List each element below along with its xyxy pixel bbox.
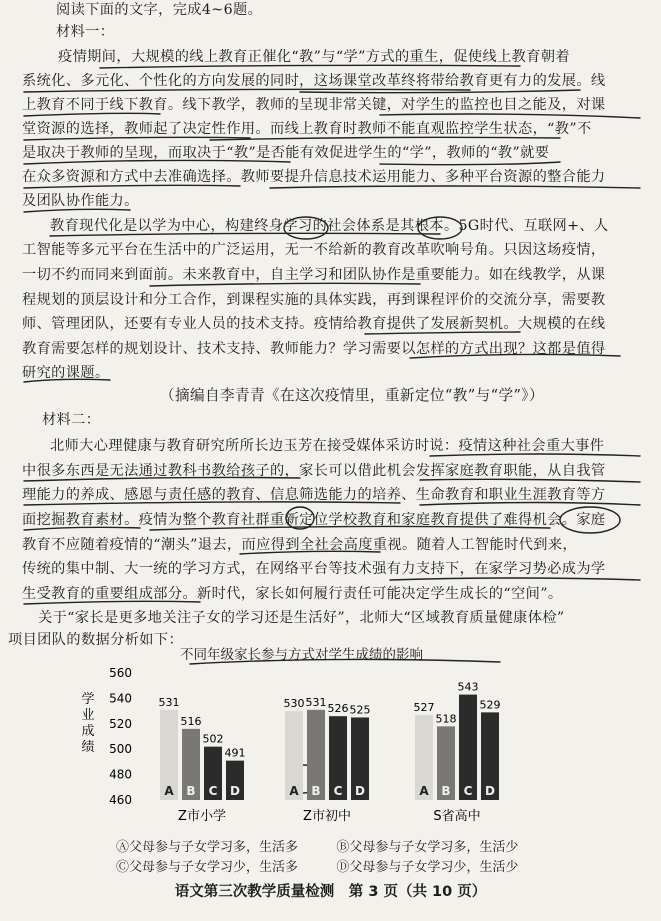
bar-letter-label: C: [208, 784, 218, 798]
bar-letter-label: B: [441, 784, 451, 798]
paragraph-line: 教育现代化是以学为中心，构建终身学习的社会体系是其根本。5G时代、互联网+、人: [50, 218, 609, 234]
paragraph-line: 是取决于教师的呈现，而取决于“教”是否能有效促进学生的“学”，教师的“教”就要: [22, 145, 550, 161]
material2-heading: 材料二：: [42, 412, 101, 428]
legend-label-d: 父母参与子女学习少，生活少: [349, 860, 519, 875]
paragraph-line: 程规划的顶层设计和分工合作，到课程实施的具体实践，再到课程评价的交流分享，需要教: [22, 292, 606, 308]
paragraph-line: 传统的集中制、大一统的学习方式，在网络平台等技术强有力支持下，在家学习势必成为学: [22, 561, 606, 577]
y-axis-label-char: 绩: [81, 740, 95, 755]
paragraph-line: 堂资源的选择，教师起了决定性作用。而线上教育时教师不能直观监控学生状态，“教”不: [22, 121, 592, 137]
bar-letter-label: A: [419, 784, 429, 798]
paragraph-line: 北师大心理健康与教育研究所所长边玉芳在接受媒体采访时说：疫情这种社会重大事件: [50, 438, 605, 454]
bar-letter-label: B: [311, 784, 321, 798]
material1-source: （摘编自李青青《在这次疫情里，重新定位“教”与“学”》）: [160, 387, 544, 404]
legend-row-1: [116, 836, 518, 855]
bar-letter-label: D: [355, 784, 365, 798]
paragraph-line: 中很多东西是无法通过教科书教给孩子的，家长可以借此机会发挥家庭教育职能，从自我管: [22, 463, 606, 479]
y-tick-label: 500: [109, 742, 132, 757]
y-axis-label-char: 业: [81, 708, 95, 723]
paragraph-line: 上教育不同于线下教育。线下教学，教师的呈现非常关键，对学生的监控也目之能及，对课: [22, 97, 606, 113]
paragraph-line: 系统化、多元化、个性化的方向发展的同时，这场课堂改革终将带给教育更有力的发展。线: [22, 73, 606, 89]
paragraph-line: 在众多资源和方式中去准确选择。教师要提升信息技术运用能力、多种平台资源的整合能力: [22, 169, 606, 185]
legend-marker-c: Ⓒ: [116, 860, 130, 875]
bar-value-label: 531: [158, 695, 180, 709]
y-tick-label: 520: [109, 716, 132, 731]
bar-value-label: 491: [224, 746, 246, 760]
y-axis-label-char: 学: [81, 692, 95, 707]
bar-value-label: 525: [349, 703, 371, 717]
y-tick-label: 560: [109, 666, 132, 680]
paragraph-line: 一切不约而同来到面前。未来教育中，自主学习和团队协作是重要能力。如在线教学，从课: [22, 267, 606, 283]
bar-letter-label: A: [289, 784, 299, 798]
paragraph-line: 疫情期间，大规模的线上教育正催化“教”与“学”方式的重生，促使线上教育朝着: [58, 49, 571, 65]
legend-marker-a: Ⓐ: [116, 840, 130, 855]
category-label: Z市小学: [178, 809, 226, 824]
paragraph-line: 理能力的养成、感恩与责任感的教育、信息筛选能力的培养、生命教育和职业生涯教育等方: [22, 487, 606, 503]
paragraph-line: 师、管理团队，还要有专业人员的技术支持。疫情给教育提供了发展新契机。大规模的在线: [22, 316, 606, 332]
paragraph-line: 面挖掘教育素材。疫情为整个教育社群重新定位学校教育和家庭教育提供了难得机会。家庭: [22, 512, 606, 528]
y-tick-label: 460: [109, 793, 132, 807]
paragraph-line: 教育不应随着疫情的“潮头”退去，而应得到全社会高度重视。随着人工智能时代到来，: [22, 537, 578, 553]
bar-value-label: 526: [327, 702, 349, 716]
y-tick-label: 480: [109, 767, 132, 782]
intro-text: 阅读下面的文字，完成4~6题。: [56, 2, 263, 18]
bar-value-label: 518: [435, 712, 457, 726]
bar-letter-label: D: [230, 784, 240, 798]
legend-marker-b: Ⓑ: [336, 840, 350, 855]
paragraph-line: 工智能等多元平台在生活中的广泛运用，无一不给新的教育改革吹响号角。只因这场疫情，: [22, 242, 606, 258]
paragraph-line: 研究的课题。: [22, 365, 110, 381]
paragraph-line: 及团队协作能力。: [22, 193, 139, 209]
category-label: Z市初中: [303, 809, 351, 824]
paragraph-line: 教育需要怎样的规划设计、技术支持、教师能力？学习需要以怎样的方式出现？这都是值得: [22, 341, 606, 357]
paragraph-line: 生受教育的重要组成部分。新时代，家长如何履行责任可能决定学生成长的“空间”。: [22, 586, 563, 602]
bar-letter-label: B: [186, 784, 196, 798]
bar-value-label: 531: [305, 695, 327, 709]
legend-marker-d: Ⓓ: [336, 860, 350, 875]
bar-value-label: 502: [202, 732, 224, 746]
bar-value-label: 516: [180, 714, 202, 728]
paragraph-line: 项目团队的数据分析如下：: [8, 632, 184, 648]
bar-value-label: 529: [479, 698, 501, 712]
legend-label-a: 父母参与子女学习多，生活多: [129, 840, 299, 855]
bar-letter-label: C: [333, 784, 343, 798]
chart-title: 不同年级家长参与方式对学生成绩的影响: [180, 647, 423, 663]
bar-letter-label: A: [164, 784, 174, 798]
y-tick-label: 540: [109, 691, 132, 706]
material1-heading: 材料一：: [56, 24, 115, 40]
bar-letter-label: D: [485, 784, 495, 798]
legend-label-b: 父母参与子女学习多，生活少: [349, 840, 519, 855]
legend-label-c: 父母参与子女学习少，生活多: [129, 860, 299, 875]
page-footer: 语文第三次教学质量检测 第 3 页（共 10 页）: [174, 884, 487, 900]
legend-row-2: [116, 856, 518, 875]
bar-value-label: 530: [283, 697, 305, 711]
bar-value-label: 543: [457, 680, 479, 694]
category-label: S省高中: [433, 809, 481, 824]
bar-letter-label: C: [463, 784, 473, 798]
y-axis-label-char: 成: [81, 724, 95, 739]
bar-value-label: 527: [413, 700, 435, 714]
paragraph-line: 关于“家长是更多地关注子女的学习还是生活好”，北师大“区域教育质量健康体检”: [38, 610, 565, 626]
